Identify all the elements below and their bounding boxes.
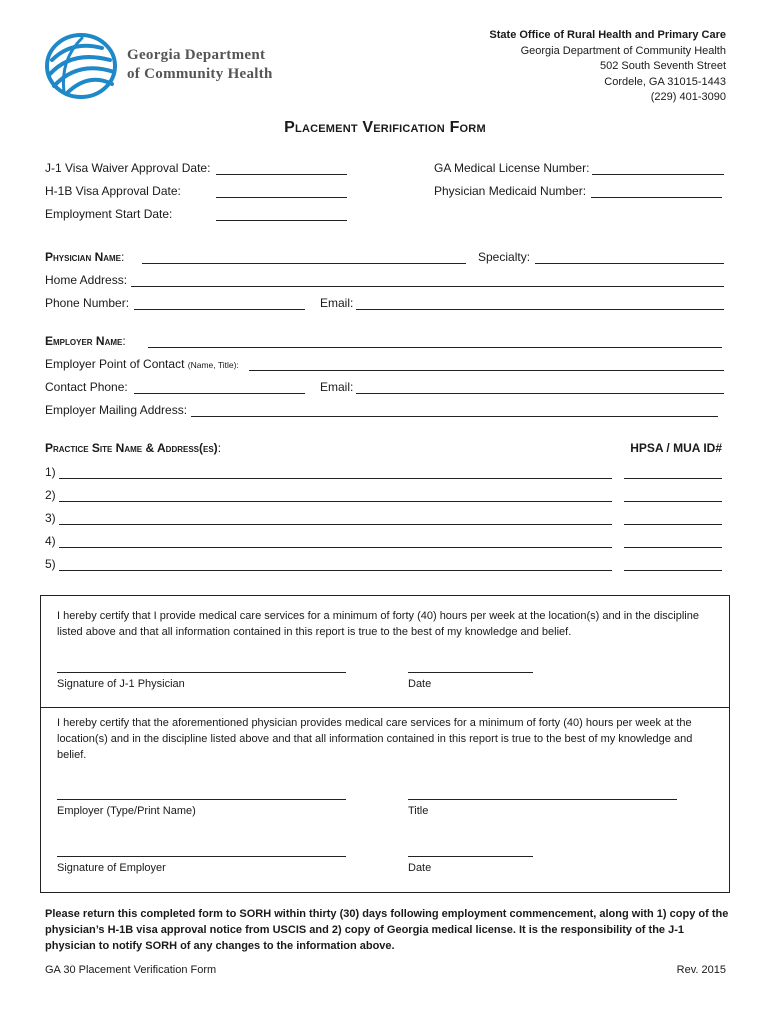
hpsa-row-5-field[interactable] — [624, 570, 722, 571]
h1b-label: H-1B Visa Approval Date: — [45, 184, 181, 198]
revision: Rev. 2015 — [676, 964, 726, 976]
logo-line2: of Community Health — [127, 66, 273, 82]
hpsa-row-4-field[interactable] — [624, 547, 722, 548]
physician-signature-field[interactable] — [57, 672, 346, 673]
employer-name-label: Employer Name — [45, 334, 123, 348]
practice-label: Practice Site Name & Address(es) — [45, 441, 218, 455]
contact-phone-label: Contact Phone: — [45, 380, 128, 394]
contact-hint: (Name, Title): — [187, 360, 239, 370]
j1-date-field[interactable] — [216, 174, 347, 175]
physician-name-field[interactable] — [142, 263, 466, 264]
employer-cert-text: I hereby certify that the aforementioned physician provides medical care services for a minimum of forty (40) hours per week at the location(s) and in the discipline listed above and that all information contained in this report is true to the best of my knowledge and belief. — [57, 717, 693, 761]
employer-email-field[interactable] — [356, 393, 724, 394]
employer-signature-field[interactable] — [57, 856, 346, 857]
medicaid-label: Physician Medicaid Number: — [434, 184, 587, 198]
phone-field[interactable] — [134, 309, 305, 310]
form-title: Placement Verification Form — [284, 119, 486, 136]
site-row-2-label: 2) — [45, 488, 56, 502]
mailing-field[interactable] — [191, 416, 718, 417]
street: 502 South Seventh Street — [600, 60, 726, 72]
start-date-field[interactable] — [216, 220, 347, 221]
j1-label: J-1 Visa Waiver Approval Date: — [45, 161, 211, 175]
title-label: Title — [408, 805, 429, 817]
physician-sig-label: Signature of J-1 Physician — [57, 678, 185, 690]
hpsa-label: HPSA / MUA ID# — [630, 441, 722, 455]
site-row-4-label: 4) — [45, 534, 56, 548]
employer-date-field[interactable] — [408, 856, 533, 857]
employer-name-field[interactable] — [148, 347, 722, 348]
hpsa-row-2-field[interactable] — [624, 501, 722, 502]
logo-line1: Georgia Department — [127, 47, 266, 63]
physician-date-field[interactable] — [408, 672, 533, 673]
specialty-label: Specialty: — [478, 250, 531, 264]
employer-print-field[interactable] — [57, 799, 346, 800]
office-phone: (229) 401-3090 — [650, 91, 726, 103]
site-row-2-field[interactable] — [59, 501, 612, 502]
home-address-label: Home Address: — [45, 273, 128, 287]
hpsa-row-3-field[interactable] — [624, 524, 722, 525]
form-name: GA 30 Placement Verification Form — [45, 964, 217, 976]
contact-field[interactable] — [249, 370, 724, 371]
return-instructions: Please return this completed form to SORH within thirty (30) days following employment commencement, along with 1) copy of the physician’s H-1B visa approval notice from USCIS and 2) copy of Georgia medical license. It is the responsibility of the J-1 physician to notify SORH of any changes to the information above. — [45, 908, 729, 952]
title-field[interactable] — [408, 799, 677, 800]
employer-email-label: Email: — [320, 380, 354, 394]
site-row-1-label: 1) — [45, 465, 56, 479]
specialty-field[interactable] — [535, 263, 724, 264]
office-name: State Office of Rural Health and Primary Care — [489, 29, 726, 41]
dch-logo-icon — [42, 30, 120, 102]
date1-label: Date — [408, 678, 432, 690]
site-row-3-label: 3) — [45, 511, 56, 525]
address-block — [489, 28, 726, 106]
employer-print-label: Employer (Type/Print Name) — [57, 805, 196, 817]
site-row-5-field[interactable] — [59, 570, 612, 571]
site-row-4-field[interactable] — [59, 547, 612, 548]
date2-label: Date — [408, 862, 432, 874]
agency-name: Georgia Department of Community Health — [520, 44, 726, 57]
license-label: GA Medical License Number: — [434, 161, 590, 175]
physician-name-label: Physician Name — [45, 250, 122, 264]
email-field[interactable] — [356, 309, 724, 310]
employer-sig-label: Signature of Employer — [57, 862, 166, 874]
email-label: Email: — [320, 296, 354, 310]
mailing-label: Employer Mailing Address: — [45, 403, 188, 417]
start-label: Employment Start Date: — [45, 207, 173, 221]
city: Cordele, GA 31015-1443 — [604, 75, 726, 88]
home-address-field[interactable] — [131, 286, 724, 287]
site-row-3-field[interactable] — [59, 524, 612, 525]
phone-label: Phone Number: — [45, 296, 130, 310]
medicaid-field[interactable] — [591, 197, 722, 198]
license-field[interactable] — [592, 174, 724, 175]
hpsa-row-1-field[interactable] — [624, 478, 722, 479]
site-row-1-field[interactable] — [59, 478, 612, 479]
contact-phone-field[interactable] — [134, 393, 305, 394]
h1b-date-field[interactable] — [216, 197, 347, 198]
contact-label: Employer Point of Contact — [45, 357, 185, 371]
physician-cert-text: I hereby certify that I provide medical care services for a minimum of forty (40) hours per week at the location(s) and in the discipline listed above and that all information contained in this report is true to the best of my knowledge and belief. — [57, 610, 699, 638]
site-row-5-label: 5) — [45, 557, 56, 571]
